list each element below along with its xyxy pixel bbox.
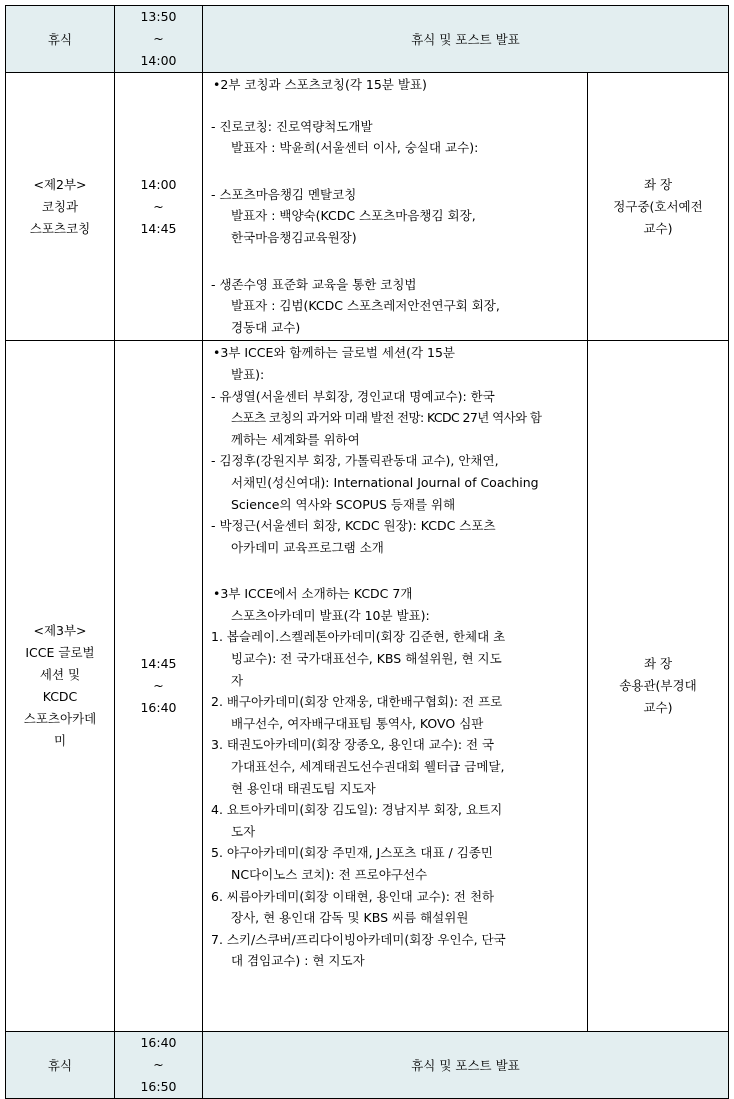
part2-row [6,73,729,341]
schedule-table [5,5,729,1099]
academy-item: 1. 봅슬레이.스켈레톤아카데미(회장 김준현, 한체대 초 [211,629,506,645]
part3-time: 14:45 ~ 16:40 [115,341,203,1032]
academy-item: 2. 배구아카데미(회장 안재웅, 대한배구협회): 전 프로 [211,694,503,710]
part3-heading-2: •3부 ICCE에서 소개하는 KCDC 7개 [213,586,413,602]
talk-presenter: 발표자 : 김범(KCDC 스포츠레저안전연구회 회장, [231,298,500,314]
academy-item: 3. 태권도아카데미(회장 장종오, 용인대 교수): 전 국 [211,737,495,753]
talk-title: - 생존수영 표준화 교육을 통한 코칭법 [211,276,417,292]
part3-content: •3부 ICCE와 함께하는 글로벌 세션(각 15분 발표): - 유생열(서울센터 부회장, 경인교대 명예교수): 한국 스포츠 코칭의 과거와 미래 발전 전망: KCDC 27년 역사와 함 께하는 세계화를 위하여 - 김정후(강원지부 회장, 가톨릭관동대 교수), 안채연, 서채민(성신여대): International Journal of Coaching Science의 역사와 SCOPUS 등재를 위해 - 박정근(서울센터 회장, KCDC 원장): KCDC 스포츠 아카데미 교육프로그램 소개 •3부 ICCE에서 소개하는 KCDC 7개 스포츠아카데미 발표(각 10분 발표): 1. 봅슬레이.스켈레톤아카데미(회장 김준현, 한체대 초 빙교수): 전 국가대표선수, KBS 해설위원, 현 지도 자 2. 배구아카데미(회장 안재웅, 대한배구협회): 전 프로 배구선수, 여자배구대표팀 통역사, KOVO 심판 3. 태권도아카데미(회장 장종오, 용인대 교수): 전 국 가대표선수, 세계태권도선수권대회 웰터급 금메달, 현 용인대 태권도팀 지도자 4. 요트아카데미(회장 김도일): 경남지부 회장, 요트지 도자 5. 야구아카데미(회장 주민재, J스포츠 대표 / 김종민 NC다이노스 코치): 전 프로야구선수 6. 씨름아카데미(회장 이태현, 용인대 교수): 전 천하 장사, 현 용인대 감독 및 KBS 씨름 해설위원 7. 스키/스쿠버/프리다이빙아카데미(회장 우인수, 단국 대 겸임교수) : 현 지도자 [203,341,588,1032]
academy-item: 4. 요트아카데미(회장 김도일): 경남지부 회장, 요트지 [211,802,503,818]
part3-chair: 좌 장 송용관(부경대 교수) [588,341,729,1032]
break-row-1 [6,6,729,73]
talk-presenter: 발표자 : 박윤희(서울센터 이사, 숭실대 교수): [231,140,479,156]
academy-item: 5. 야구아카데미(회장 주민재, J스포츠 대표 / 김종민 [211,845,493,861]
academy-item: 6. 씨름아카데미(회장 이태현, 용인대 교수): 전 천하 [211,888,495,904]
break1-content: 휴식 및 포스트 발표 [203,6,729,73]
part2-chair: 좌 장 정구중(호서예전 교수) [588,73,729,341]
part2-section: <제2부> 코칭과 스포츠코칭 [6,73,115,341]
global-talk: - 김정후(강원지부 회장, 가톨릭관동대 교수), 안채연, [211,453,499,469]
talk-title: - 진로코칭: 진로역량척도개발 [211,118,373,134]
academy-item: 7. 스키/스쿠버/프리다이빙아카데미(회장 우인수, 단국 [211,931,506,947]
talk-presenter: 경동대 교수) [231,319,301,335]
talk-presenter: 한국마음챙김교육원장) [231,229,357,245]
part2-time: 14:00 ~ 14:45 [115,73,203,341]
part2-content [203,73,588,341]
break2-time: 16:40 ~ 16:50 [115,1032,203,1099]
global-talk: - 유생열(서울센터 부회장, 경인교대 명예교수): 한국 [211,388,495,404]
break-row-2 [6,1032,729,1099]
break1-section: 휴식 [6,6,115,73]
global-talk: - 박정근(서울센터 회장, KCDC 원장): KCDC 스포츠 [211,518,496,534]
talk-title: - 스포츠마음챙김 멘탈코칭 [211,186,357,202]
part3-heading-1: •3부 ICCE와 함께하는 글로벌 세션(각 15분 [213,345,455,361]
part3-section: <제3부> ICCE 글로벌 세션 및 KCDC 스포츠아카데 미 [6,341,115,1032]
part2-heading: •2부 코칭과 스포츠코칭(각 15분 발표) [213,77,427,92]
break2-content: 휴식 및 포스트 발표 [203,1032,729,1099]
part3-row [6,341,729,1032]
break1-time: 13:50 ~ 14:00 [115,6,203,73]
break2-section: 휴식 [6,1032,115,1099]
talk-presenter: 발표자 : 백양숙(KCDC 스포츠마음챙김 회장, [231,208,476,224]
